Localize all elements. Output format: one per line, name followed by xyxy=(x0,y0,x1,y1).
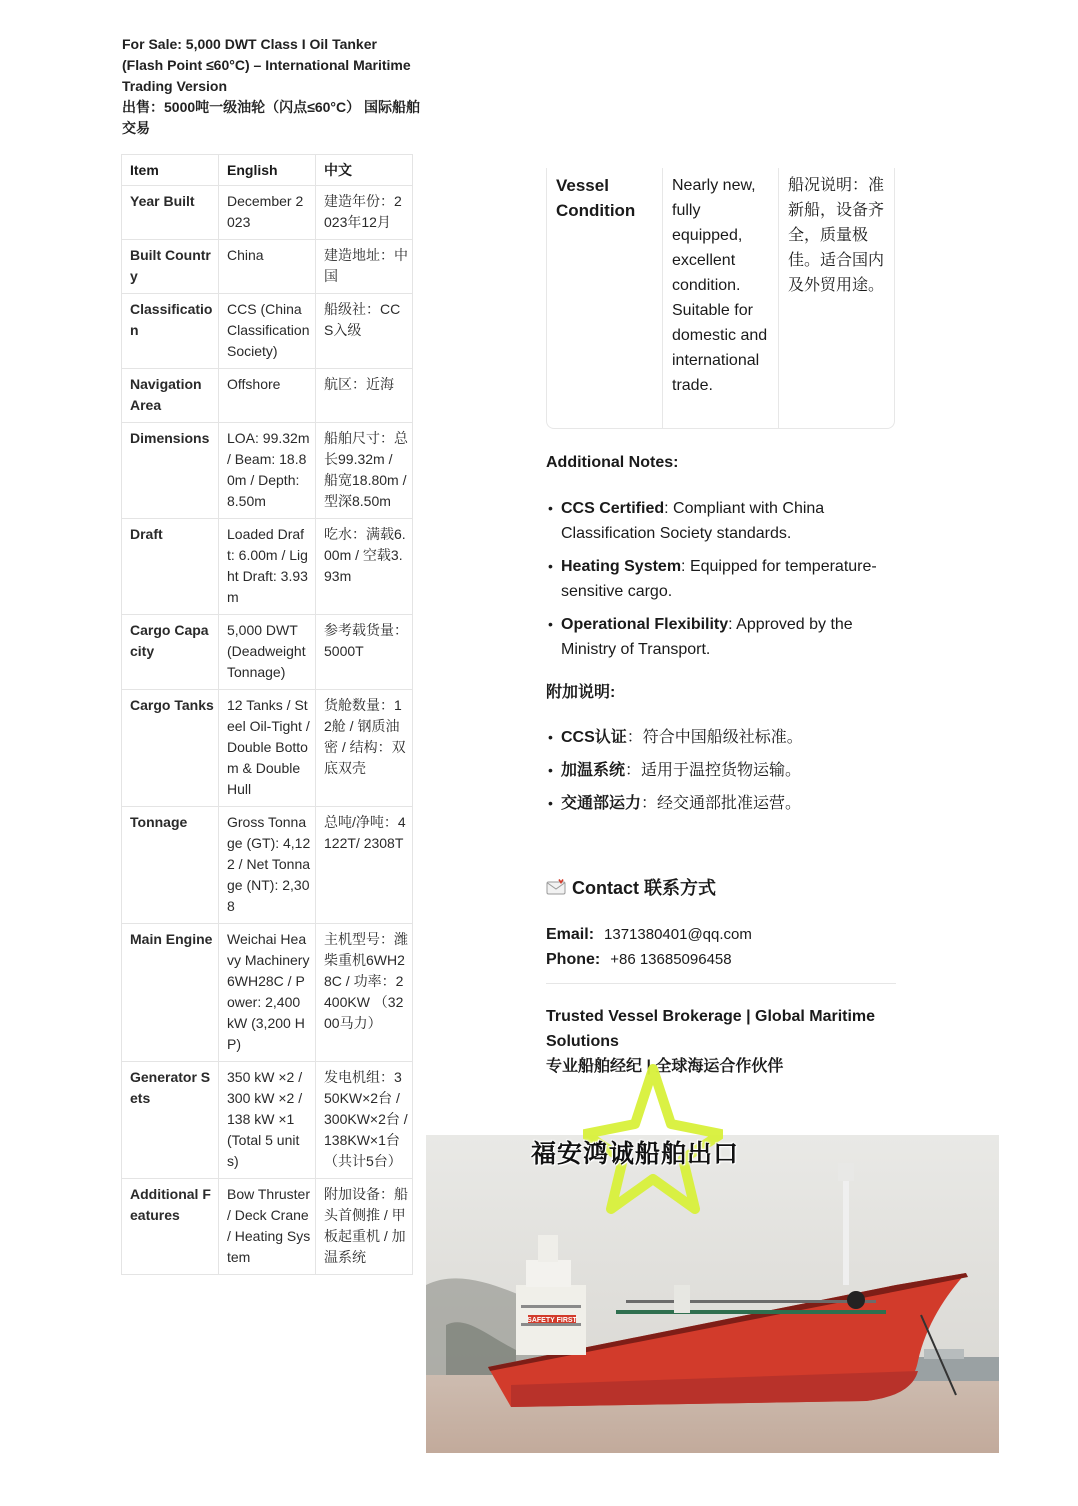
additional-notes-en xyxy=(546,450,906,670)
spec-chinese-cell: 货舱数量：12舱 / 钢质油密 / 结构：双底双壳 xyxy=(316,690,413,807)
spec-chinese-cell: 建造年份：2023年12月 xyxy=(316,186,413,240)
condition-item: Vessel Condition xyxy=(547,168,663,428)
spec-item-cell: Year Built xyxy=(122,186,219,240)
spec-english-cell: 12 Tanks / Steel Oil-Tight / Double Bottom & Double Hull xyxy=(219,690,316,807)
note-text: : Compliant with China Classification Society standards. xyxy=(561,500,825,542)
spec-item-cell: Dimensions xyxy=(122,423,219,519)
note-text: : Equipped for temperature-sensitive cargo. xyxy=(561,558,877,600)
title-cn: 出售：5000吨一级油轮（闪点≤60°C） 国际船舶交易 xyxy=(122,99,420,136)
divider xyxy=(546,983,896,984)
brand-watermark: 福安鸿诚船舶出口 xyxy=(531,1139,740,1168)
envelope-icon xyxy=(546,879,566,895)
spec-chinese-cell: 附加设备：船头首侧推 / 甲板起重机 / 加温系统 xyxy=(316,1179,413,1275)
spec-chinese-cell: 船舶尺寸：总长99.32m / 船宽18.80m / 型深8.50m xyxy=(316,423,413,519)
email-value[interactable]: 1371380401@qq.com xyxy=(604,926,752,943)
spec-english-cell: Bow Thruster / Deck Crane / Heating System xyxy=(219,1179,316,1275)
spec-item-cell: Main Engine xyxy=(122,924,219,1062)
spec-english-cell: CCS (China Classification Society) xyxy=(219,294,316,369)
spec-english-cell: LOA: 99.32m / Beam: 18.80m / Depth: 8.50m xyxy=(219,423,316,519)
email-label: Email: xyxy=(546,926,595,943)
spec-english-cell: 350 kW ×2 / 300 kW ×2 / 138 kW ×1 (Total 5 units) xyxy=(219,1062,316,1179)
contact-heading xyxy=(546,874,896,900)
table-row xyxy=(122,1179,413,1275)
list-item xyxy=(546,612,906,662)
spec-chinese-cell: 建造地址：中国 xyxy=(316,240,413,294)
table-row xyxy=(122,186,413,240)
list-item xyxy=(546,791,906,816)
note-label: Heating System xyxy=(561,558,682,575)
spec-item-cell: Draft xyxy=(122,519,219,615)
list-item xyxy=(546,496,906,546)
spec-item-cell: Classification xyxy=(122,294,219,369)
spec-item-cell: Tonnage xyxy=(122,807,219,924)
notes-cn-heading: 附加说明: xyxy=(546,684,616,701)
list-item xyxy=(546,554,906,604)
note-label: CCS Certified xyxy=(561,500,665,517)
ship-sign: SAFETY FIRST xyxy=(527,1317,577,1324)
condition-en: Nearly new, fully equipped, excellent condition. Suitable for domestic and international trade. xyxy=(663,168,779,428)
table-row xyxy=(122,615,413,690)
spec-chinese-cell: 发电机组：350KW×2台 / 300KW×2台 / 138KW×1台 （共计5台） xyxy=(316,1062,413,1179)
spec-item-cell: Built Country xyxy=(122,240,219,294)
list-item xyxy=(546,725,906,750)
tagline-en: Trusted Vessel Brokerage | Global Maritime Solutions xyxy=(546,1008,876,1050)
header-english: English xyxy=(219,155,316,186)
notes-en-heading: Additional Notes: xyxy=(546,454,679,471)
spec-english-cell: Gross Tonnage (GT): 4,122 / Net Tonnage (NT): 2,308 xyxy=(219,807,316,924)
tagline-cn: 专业船舶经纪 | 全球海运合作伙伴 xyxy=(546,1058,784,1075)
email-row xyxy=(546,922,896,947)
title-en: For Sale: 5,000 DWT Class I Oil Tanker (Flash Point ≤60°C) – International Maritime Trading Version xyxy=(122,36,411,94)
list-item xyxy=(546,758,906,783)
phone-label: Phone: xyxy=(546,951,601,968)
phone-row xyxy=(546,947,896,972)
spec-item-cell: Cargo Capacity xyxy=(122,615,219,690)
table-row xyxy=(122,240,413,294)
table-row xyxy=(122,294,413,369)
spec-chinese-cell: 参考载货量：5000T xyxy=(316,615,413,690)
spec-chinese-cell: 总吨/净吨：4122T/ 2308T xyxy=(316,807,413,924)
spec-chinese-cell: 吃水：满载6.00m / 空载3.93m xyxy=(316,519,413,615)
spec-table xyxy=(121,154,413,1275)
phone-value[interactable]: +86 13685096458 xyxy=(610,951,732,968)
note-text: ：适用于温控货物运输。 xyxy=(625,762,802,779)
spec-item-cell: Additional Features xyxy=(122,1179,219,1275)
spec-chinese-cell: 船级社：CCS入级 xyxy=(316,294,413,369)
spec-english-cell: China xyxy=(219,240,316,294)
note-text: : Approved by the Ministry of Transport. xyxy=(561,616,853,658)
contact-section xyxy=(546,874,896,972)
table-row xyxy=(122,519,413,615)
table-row xyxy=(122,369,413,423)
spec-item-cell: Generator Sets xyxy=(122,1062,219,1179)
spec-english-cell: December 2023 xyxy=(219,186,316,240)
spec-chinese-cell: 主机型号：潍柴重机6WH28C / 功率：2400KW （3200马力） xyxy=(316,924,413,1062)
condition-cn: 船况说明：准新船，设备齐全，质量极佳。适合国内及外贸用途。 xyxy=(788,177,885,294)
note-label: CCS认证 xyxy=(561,729,627,746)
header-item: Item xyxy=(122,155,219,186)
table-row xyxy=(122,1062,413,1179)
note-label: Operational Flexibility xyxy=(561,616,729,633)
spec-english-cell: Offshore xyxy=(219,369,316,423)
listing-title xyxy=(122,34,422,139)
table-row xyxy=(122,807,413,924)
table-row xyxy=(122,924,413,1062)
spec-english-cell: Loaded Draft: 6.00m / Light Draft: 3.93m xyxy=(219,519,316,615)
note-text: ：符合中国船级社标准。 xyxy=(626,729,803,746)
spec-english-cell: 5,000 DWT (Deadweight Tonnage) xyxy=(219,615,316,690)
spec-item-cell: Navigation Area xyxy=(122,369,219,423)
table-row xyxy=(122,690,413,807)
vessel-condition-table xyxy=(546,168,895,429)
note-label: 加温系统 xyxy=(561,762,626,779)
header-chinese: 中文 xyxy=(316,155,413,186)
spec-chinese-cell: 航区：近海 xyxy=(316,369,413,423)
note-label: 交通部运力 xyxy=(561,795,642,812)
additional-notes-cn xyxy=(546,680,906,824)
spec-english-cell: Weichai Heavy Machinery 6WH28C / Power: 2,400 kW (3,200 HP) xyxy=(219,924,316,1062)
spec-header-row xyxy=(122,155,413,186)
spec-item-cell: Cargo Tanks xyxy=(122,690,219,807)
note-text: ：经交通部批准运营。 xyxy=(641,795,802,812)
table-row xyxy=(122,423,413,519)
contact-title: Contact 联系方式 xyxy=(572,878,716,898)
